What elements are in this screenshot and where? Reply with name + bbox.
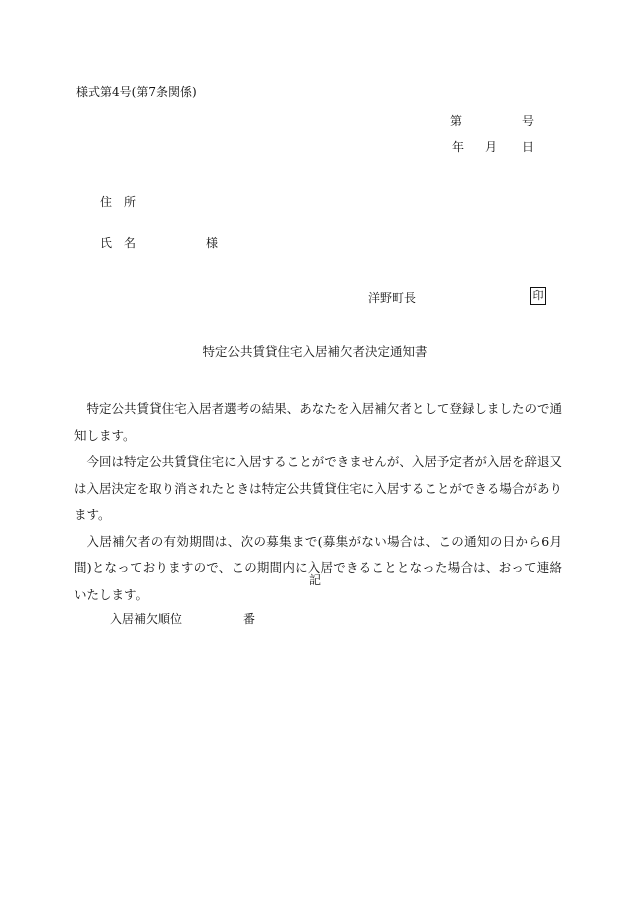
waitlist-rank-label: 入居補欠順位 <box>110 612 183 626</box>
honorific: 様 <box>206 236 219 250</box>
paragraph-waitlist-condition: 今回は特定公共賃貸住宅に入居することができませんが、入居予定者が入居を辞退又は入居決定を取り消されたときは特定公共賃貸住宅に入居することができる場合があります。 <box>74 454 562 522</box>
document-number-label: 第 <box>450 114 463 128</box>
waitlist-rank-suffix: 番 <box>243 612 256 626</box>
seal-mark: 印 <box>530 287 546 305</box>
date-day-label: 日 <box>522 140 535 154</box>
date-month-label: 月 <box>485 140 498 154</box>
paragraph-validity-period: 入居補欠者の有効期間は、次の募集まで(募集がない場合は、この通知の日から6月間)となっておりますので、この期間内に入居できることとなった場合は、おって連絡いたします。 <box>74 533 562 602</box>
paragraph-selection-result: 特定公共賃貸住宅入居者選考の結果、あなたを入居補欠者として登録しましたので通知します。 <box>74 401 562 443</box>
document-number-suffix: 号 <box>522 114 535 128</box>
sender-title: 洋野町長 <box>368 291 417 305</box>
form-number: 様式第4号(第7条関係) <box>76 85 197 99</box>
ki-heading: 記 <box>308 573 321 587</box>
address-label: 住所 <box>100 195 149 209</box>
name-label: 氏名 <box>100 236 149 250</box>
document-title: 特定公共賃貸住宅入居補欠者決定通知書 <box>202 344 428 359</box>
date-year-label: 年 <box>452 140 465 154</box>
